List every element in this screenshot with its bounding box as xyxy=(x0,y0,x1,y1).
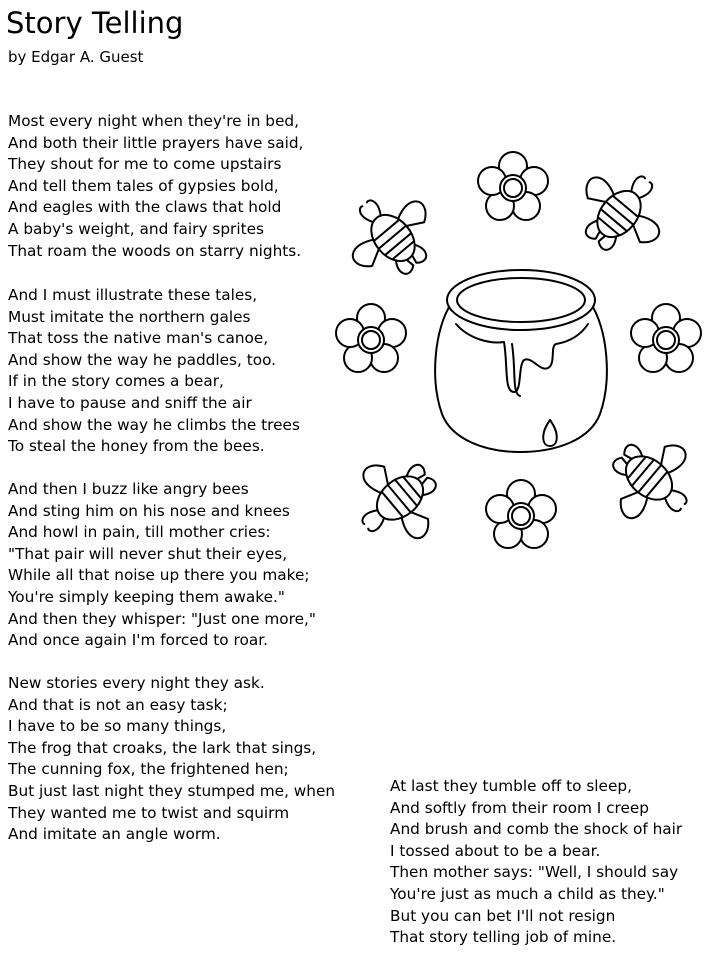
poem-line: If in the story comes a bear, xyxy=(8,372,224,391)
poem-line: And tell them tales of gypsies bold, xyxy=(8,176,279,195)
bee-bottom-left xyxy=(338,440,457,560)
poem-line: And imitate an angle worm. xyxy=(8,825,221,844)
poem-line: A baby's weight, and fairy sprites xyxy=(8,219,264,238)
flower-left xyxy=(336,304,406,372)
poem-line: And sting him on his nose and knees xyxy=(8,501,290,520)
poem-line: You're just as much a child as they." xyxy=(390,884,665,903)
poem-line: That toss the native man's canoe, xyxy=(8,329,269,348)
poem-line: That roam the woods on starry nights. xyxy=(8,241,302,260)
poem-line: And I must illustrate these tales, xyxy=(8,286,258,304)
poem-line: New stories every night they ask. xyxy=(8,674,265,692)
poem-line: While all that noise up there you make; xyxy=(8,566,310,585)
poem-line: And show the way he climbs the trees xyxy=(8,415,300,434)
poem-line: And both their little prayers have said, xyxy=(8,133,304,152)
stanza-3 xyxy=(8,479,316,652)
honey-pot xyxy=(435,270,607,452)
flower-right xyxy=(631,304,701,372)
flower-top-center xyxy=(478,152,548,220)
bee-top-left xyxy=(335,176,451,295)
stanza-4 xyxy=(8,673,335,846)
poem-line: I have to be so many things, xyxy=(8,717,227,736)
poem-title: Story Telling xyxy=(6,6,184,40)
poem-line: At last they tumble off to sleep, xyxy=(390,777,632,795)
poem-line: Then mother says: "Well, I should say xyxy=(390,863,679,882)
poem-line: And then they whisper: "Just one more," xyxy=(8,609,316,628)
honey-pot-illustration xyxy=(335,140,715,580)
stanza-2 xyxy=(8,285,300,458)
bee-bottom-right xyxy=(592,420,711,540)
poem-line: And eagles with the claws that hold xyxy=(8,198,282,217)
poem-line: And brush and comb the shock of hair xyxy=(390,820,683,839)
poem-line: You're simply keeping them awake." xyxy=(8,587,285,606)
poem-line: They shout for me to come upstairs xyxy=(8,155,282,174)
poem-line: And howl in pain, till mother cries: xyxy=(8,523,271,542)
poem-line: And once again I'm forced to roar. xyxy=(8,631,268,650)
stanza-5 xyxy=(390,776,682,949)
poem-line: That story telling job of mine. xyxy=(390,928,617,947)
bee-top-right xyxy=(561,152,681,271)
poem-line: To steal the honey from the bees. xyxy=(8,437,265,456)
poem-author: by Edgar A. Guest xyxy=(8,48,144,66)
poem-line: The frog that croaks, the lark that sings, xyxy=(8,738,317,757)
poem-line: I have to pause and sniff the air xyxy=(8,393,252,412)
poem-line: Must imitate the northern gales xyxy=(8,307,251,326)
flower-bottom-center xyxy=(486,480,556,548)
poem-line: But you can bet I'll not resign xyxy=(390,906,616,925)
poem-line: Most every night when they're in bed, xyxy=(8,112,299,130)
poem-line: And softly from their room I creep xyxy=(390,798,650,817)
poem-line: And show the way he paddles, too. xyxy=(8,350,277,369)
poem-line: They wanted me to twist and squirm xyxy=(8,803,290,822)
poem-line: I tossed about to be a bear. xyxy=(390,841,601,860)
poem-line: "That pair will never shut their eyes, xyxy=(8,544,288,563)
poem-line: But just last night they stumped me, when xyxy=(8,781,336,800)
poem-line: The cunning fox, the frightened hen; xyxy=(8,760,289,779)
poem-line: And that is not an easy task; xyxy=(8,695,228,714)
stanza-1 xyxy=(8,111,303,262)
poem-line: And then I buzz like angry bees xyxy=(8,480,249,498)
